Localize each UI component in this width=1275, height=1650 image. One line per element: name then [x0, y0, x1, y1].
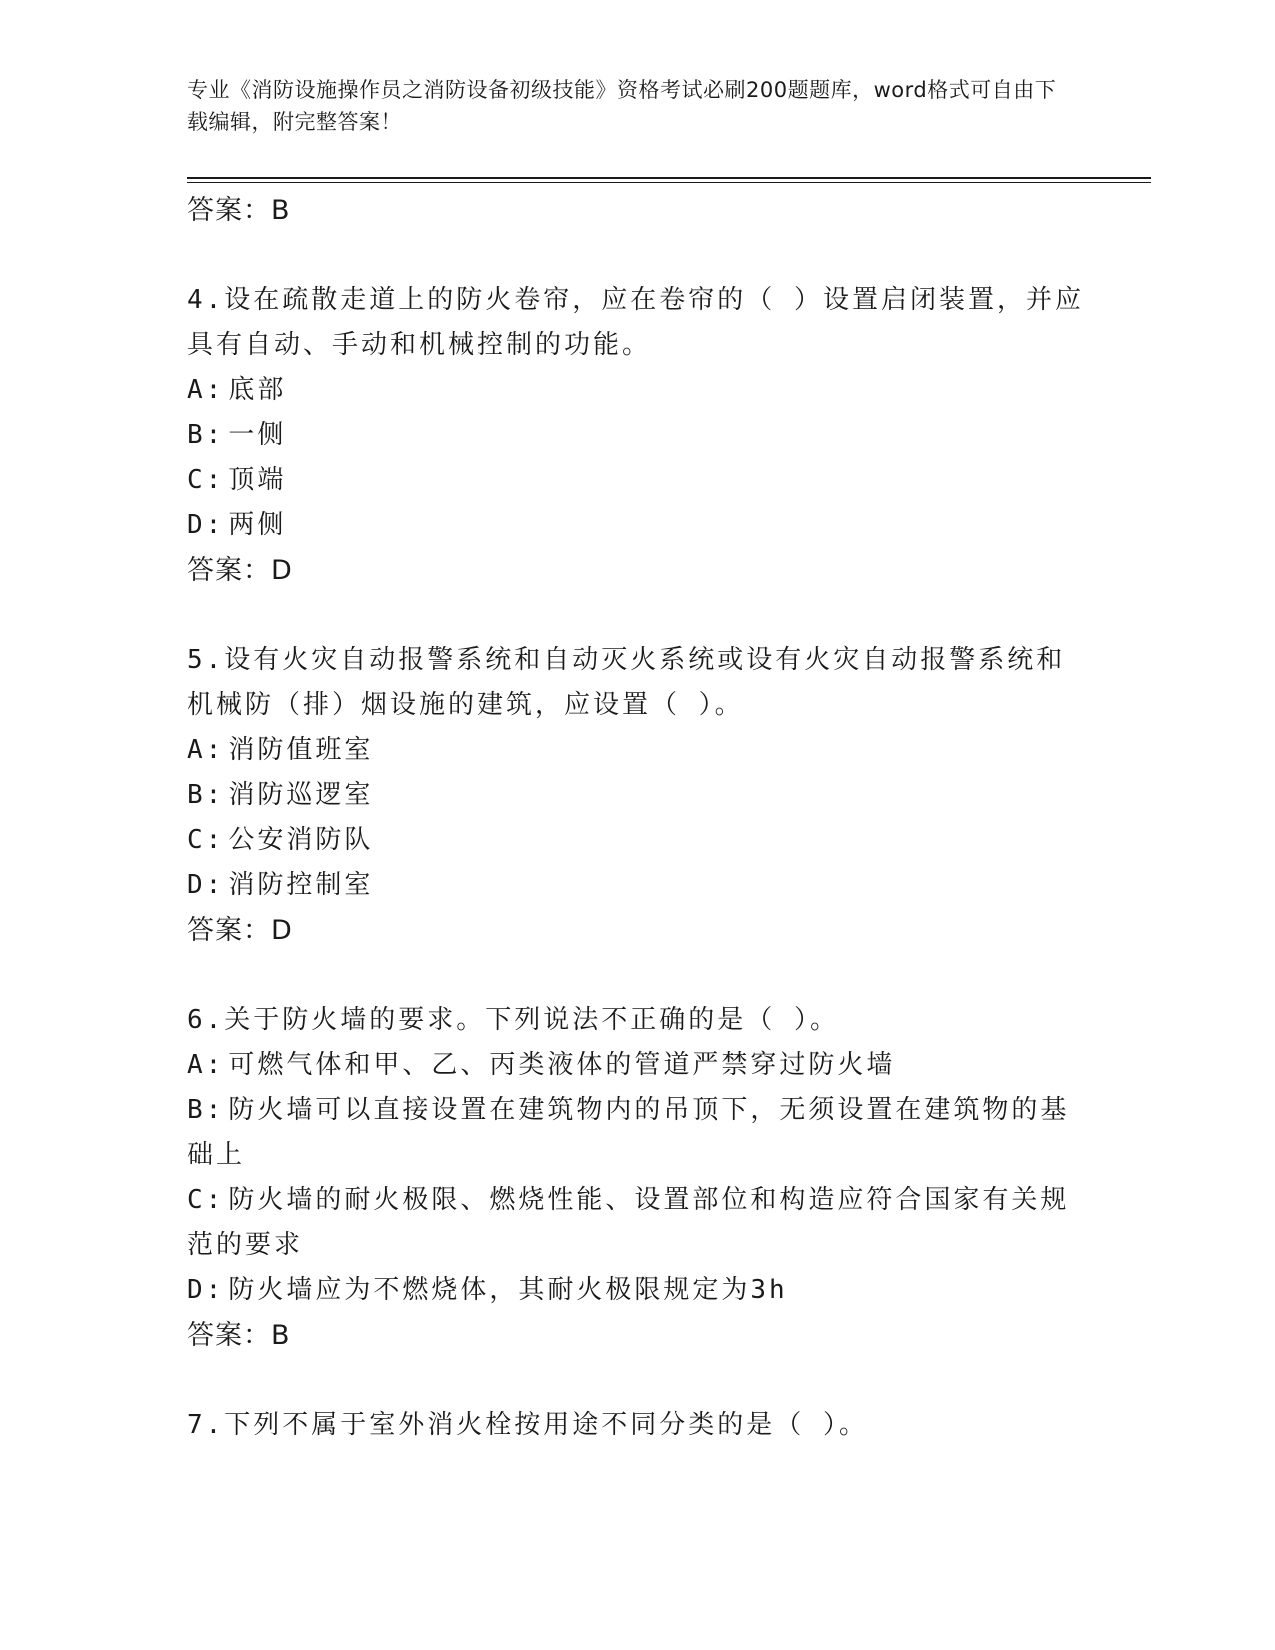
answer-value: D	[271, 555, 293, 586]
option-b	[187, 773, 1087, 818]
answer-line	[187, 548, 1087, 593]
question-block	[187, 278, 1087, 593]
document-body	[187, 188, 1087, 1448]
question-block	[187, 638, 1087, 953]
option-text: 防火墙的耐火极限、燃烧性能、设置部位和构造应符合国家有关规范的要求	[187, 1185, 1070, 1260]
header-rule-thick	[187, 177, 1151, 179]
answer-prefix: 答案：	[187, 195, 271, 226]
option-text: 消防值班室	[228, 735, 374, 765]
question-text: 6.关于防火墙的要求。下列说法不正确的是（ ）。	[187, 1005, 839, 1035]
option-label: A:	[187, 1050, 225, 1080]
answer-line	[187, 1313, 1087, 1358]
option-text: 顶端	[228, 465, 287, 495]
option-label: D:	[187, 870, 225, 900]
option-text: 消防控制室	[228, 870, 374, 900]
question-text: 7.下列不属于室外消火栓按用途不同分类的是（ ）。	[187, 1410, 868, 1440]
answer-prefix: 答案：	[187, 915, 271, 946]
answer-line	[187, 908, 1087, 953]
option-a	[187, 368, 1087, 413]
option-label: A:	[187, 735, 225, 765]
option-d	[187, 1268, 1087, 1313]
option-b	[187, 1088, 1087, 1178]
option-a	[187, 728, 1087, 773]
answer-prefix: 答案：	[187, 555, 271, 586]
option-d	[187, 863, 1087, 908]
option-text: 防火墙应为不燃烧体，其耐火极限规定为3h	[228, 1275, 788, 1305]
option-c	[187, 818, 1087, 863]
option-a	[187, 1043, 1087, 1088]
option-label: A:	[187, 375, 225, 405]
option-label: D:	[187, 1275, 225, 1305]
answer-prefix: 答案：	[187, 1320, 271, 1351]
option-text: 防火墙可以直接设置在建筑物内的吊顶下，无须设置在建筑物的基础上	[187, 1095, 1070, 1170]
page-header: 专业《消防设施操作员之消防设备初级技能》资格考试必刷200题题库，word格式可自由下载编辑，附完整答案！	[187, 78, 1057, 134]
option-text: 两侧	[228, 510, 287, 540]
option-c	[187, 1178, 1087, 1268]
answer-line	[187, 188, 1087, 233]
option-d	[187, 503, 1087, 548]
answer-value: B	[271, 1320, 291, 1351]
option-label: C:	[187, 465, 225, 495]
option-text: 可燃气体和甲、乙、丙类液体的管道严禁穿过防火墙	[228, 1050, 896, 1080]
question-text: 4.设在疏散走道上的防火卷帘，应在卷帘的（ ）设置启闭装置，并应具有自动、手动和机械控制的功能。	[187, 285, 1084, 360]
question-block	[187, 1403, 1087, 1448]
option-text: 一侧	[228, 420, 287, 450]
header-rule-thin	[187, 182, 1151, 183]
option-text: 公安消防队	[228, 825, 374, 855]
option-text: 底部	[228, 375, 287, 405]
option-text: 消防巡逻室	[228, 780, 374, 810]
option-label: B:	[187, 780, 225, 810]
option-label: C:	[187, 1185, 225, 1215]
option-label: B:	[187, 1095, 225, 1125]
question-text: 5.设有火灾自动报警系统和自动灭火系统或设有火灾自动报警系统和机械防（排）烟设施的建筑，应设置（ ）。	[187, 645, 1066, 720]
option-b	[187, 413, 1087, 458]
option-label: C:	[187, 825, 225, 855]
answer-value: D	[271, 915, 293, 946]
question-block	[187, 998, 1087, 1358]
option-c	[187, 458, 1087, 503]
option-label: B:	[187, 420, 225, 450]
answer-value: B	[271, 195, 291, 226]
option-label: D:	[187, 510, 225, 540]
